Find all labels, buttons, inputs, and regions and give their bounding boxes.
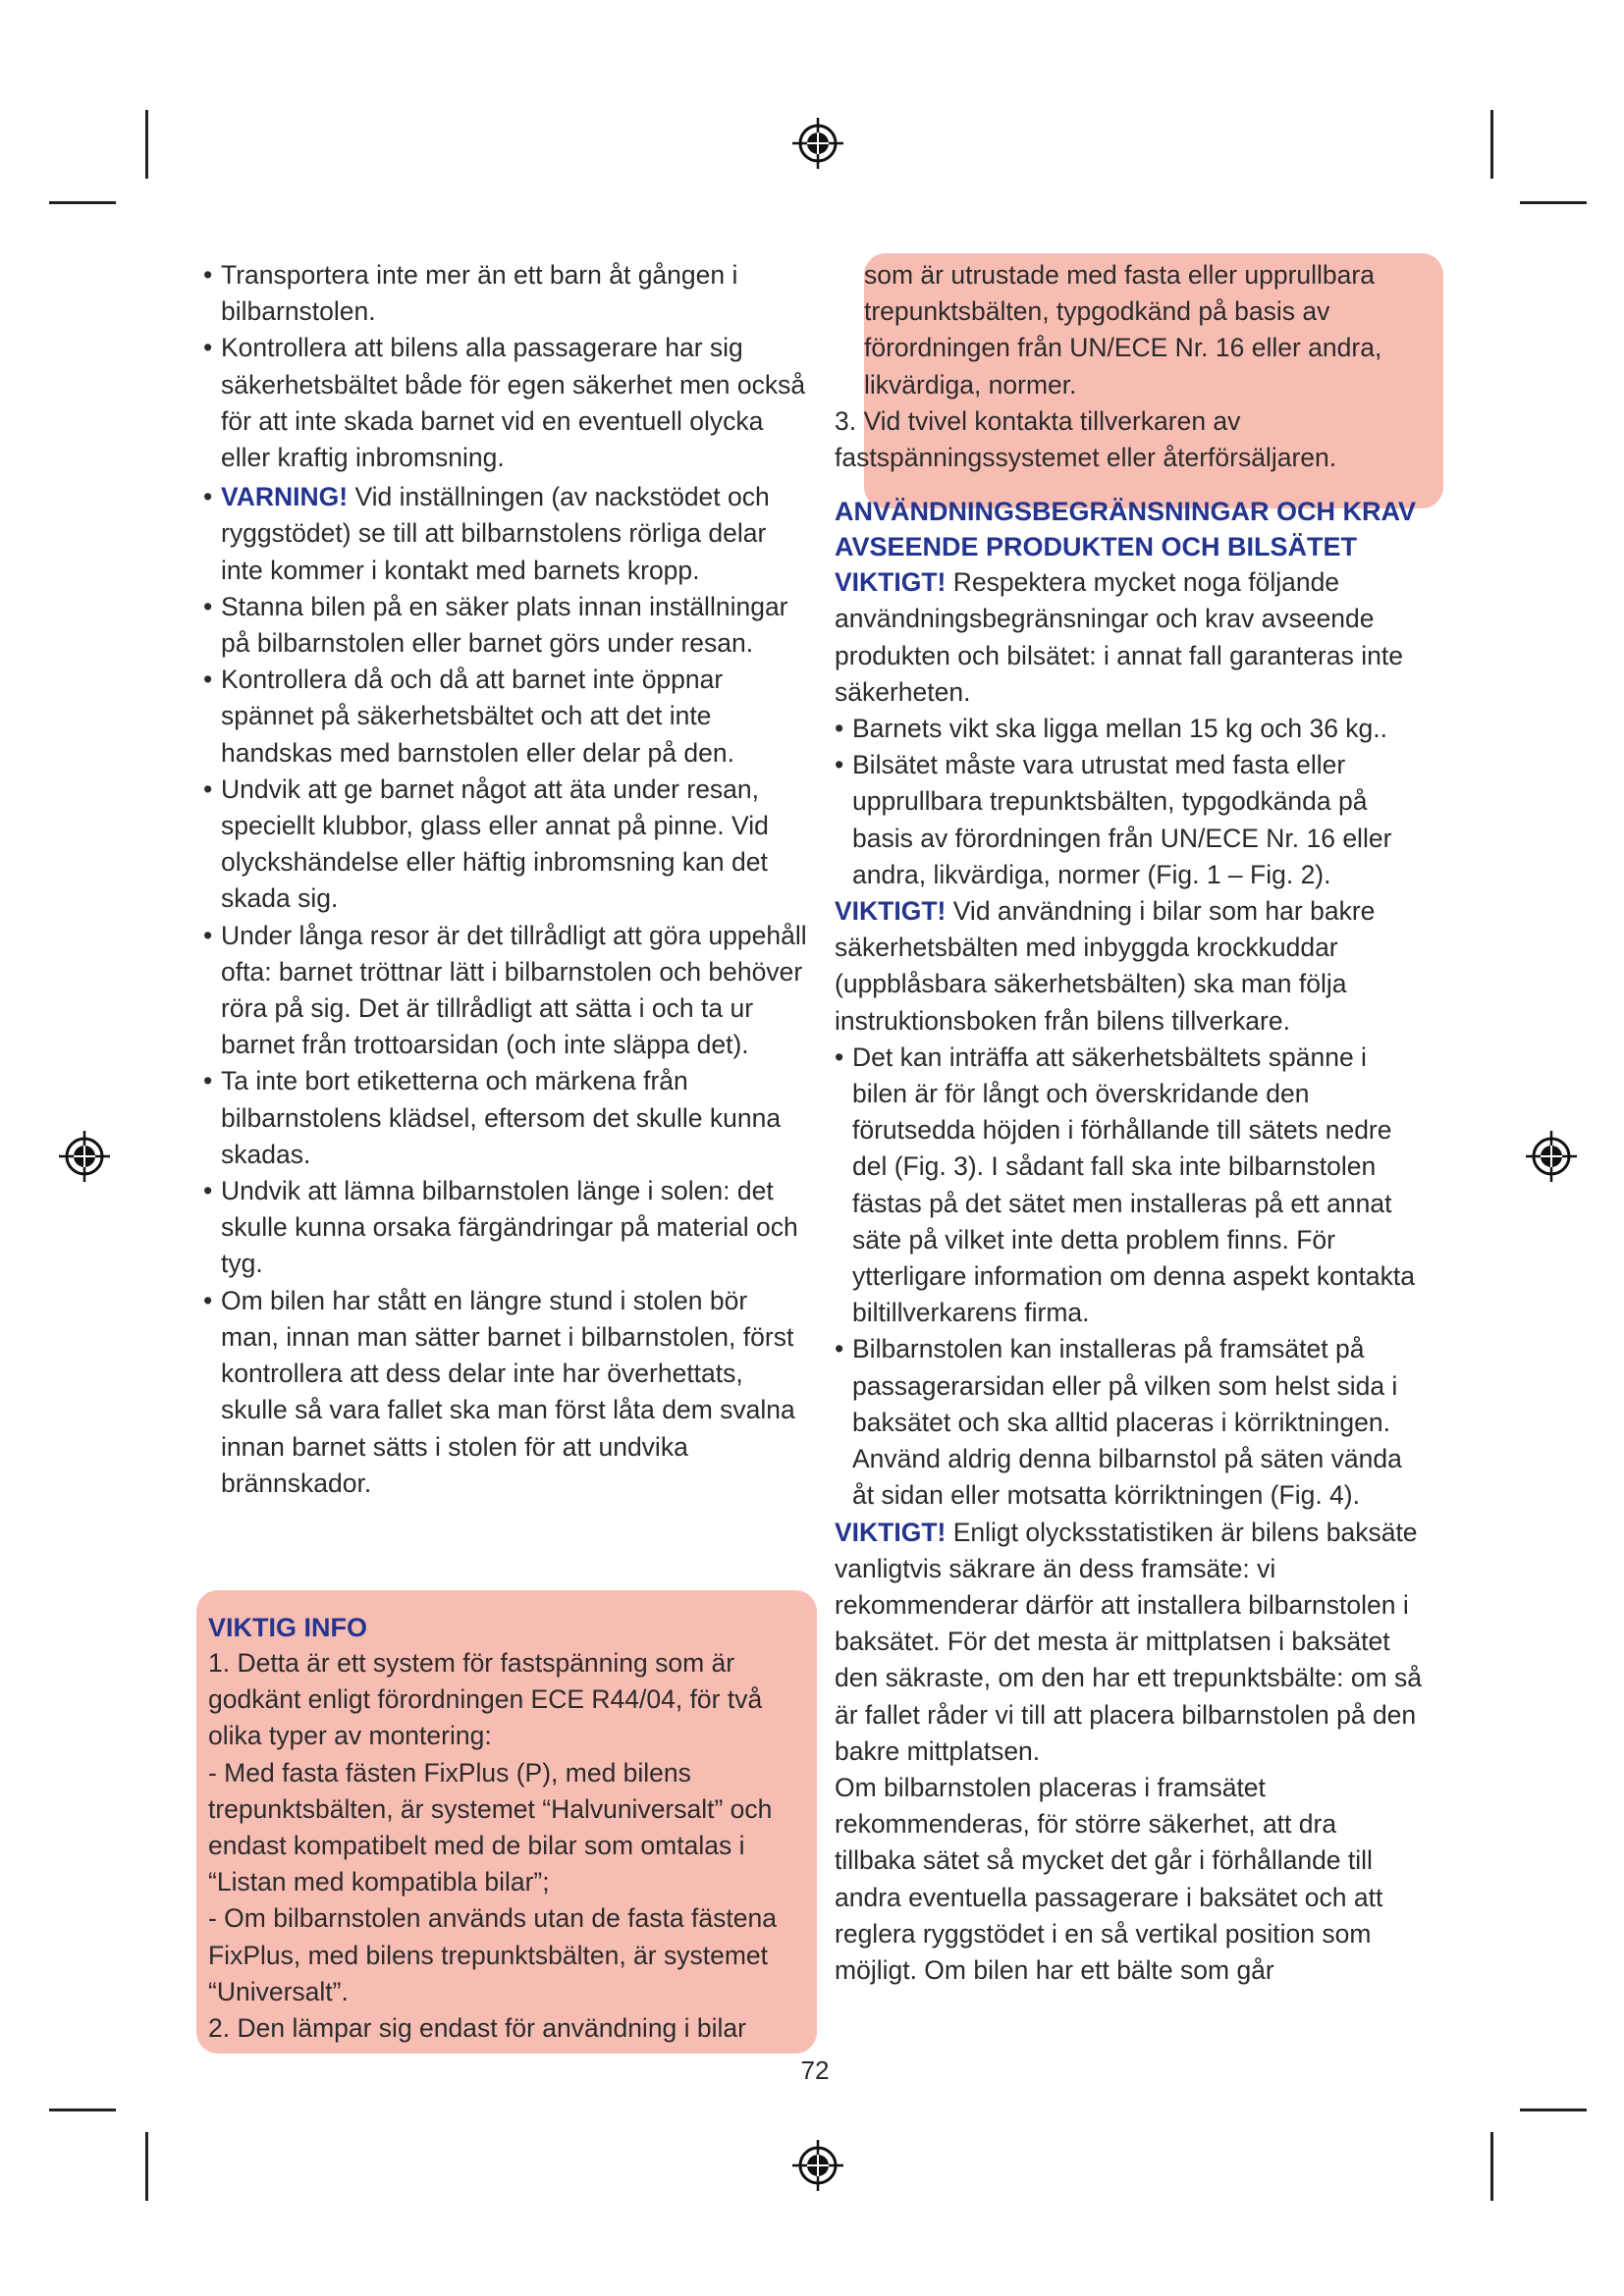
crop-mark (1490, 2132, 1493, 2201)
left-column (203, 257, 812, 1502)
registration-mark-icon (1524, 1129, 1579, 1184)
list-item: • Stanna bilen på en säker plats innan inställningar på bilbarnstolen eller barnet görs under resan. (203, 589, 812, 662)
crop-mark (145, 110, 148, 179)
crop-mark (1520, 201, 1587, 204)
list-item: • Kontrollera då och då att barnet inte öppnar spännet på säkerhetsbältet och att det inte handskas med barnstolen eller delar på den. (203, 662, 812, 772)
crop-mark (145, 2132, 148, 2201)
registration-mark-icon (57, 1129, 112, 1184)
item-3: 3. Vid tvivel kontakta tillverkaren av fastspänningssystemet eller återförsäljaren. (835, 405, 1337, 473)
info-item-2: 2. Den lämpar sig endast för användning i bilar (208, 2013, 746, 2044)
front-seat-paragraph: Om bilbarnstolen placeras i framsätet rekommenderas, för större säkerhet, att dra tillbaka sätet så mycket det går i förhållande till andra eventuella passagerare i baksätet och att reglera ryggstödet i en så vertikal position som möjligt. Om bilen har ett bälte som går (835, 1772, 1383, 1985)
crop-mark (1490, 110, 1493, 179)
registration-mark-icon (790, 2138, 845, 2193)
important-label: VIKTIGT! (835, 1517, 947, 1547)
important-label: VIKTIGT! (835, 896, 947, 927)
list-item: • Undvik att ge barnet något att äta under resan, speciellt klubbor, glass eller annat på pinne. Vid olyckshändelse eller häftig inbromsning kan det skada sig. (203, 772, 812, 918)
list-item: • Transportera inte mer än ett barn åt gången i bilbarnstolen. (203, 257, 812, 330)
list-item-continuation: Använd aldrig denna bilbarnstol på säten vända åt sidan eller motsatta körriktningen (Fig. 4). (852, 1444, 1402, 1511)
info-dash-2: - Om bilbarnstolen används utan de fasta fästena FixPlus, med bilens trepunktsbälten, är systemet “Universalt”. (208, 1903, 777, 2006)
list-item: • Under långa resor är det tillrådligt att göra uppehåll ofta: barnet tröttnar lätt i bilbarnstolen och behöver röra på sig. Det är tillrådligt att sätta i och ta ur barnet från trottoarsidan (och inte släppa det). (203, 918, 812, 1064)
list-item: • Om bilen har stått en längre stund i stolen bör man, innan man sätter barnet i bilbarnstolen, först kontrollera att dess delar inte har överhettats, skulle så vara fallet ska man först låta dem svalna innan barnet sätts i stolen för att undvika brännskador. (203, 1283, 812, 1502)
crop-mark (1520, 2109, 1587, 2111)
important-3: VIKTIGT! Enligt olycksstatistiken är bilens baksäte vanligtvis säkrare än dess framsäte: vi rekommenderar därför att installera bilbarnstolen i baksätet. För det mesta är mittplatsen i baksätet den säkraste, om den har ett trepunktsbälte: om så är fallet råder vi till att placera bilbarnstolen på den bakre mittplatsen. (835, 1517, 1423, 1766)
list-item: • Barnets vikt ska ligga mellan 15 kg och 36 kg.. (835, 711, 1424, 747)
important-label: VIKTIGT! (835, 567, 947, 598)
important-2: VIKTIGT! Vid användning i bilar som har bakre säkerhetsbälten med inbyggda krockkuddar (uppblåsbara säkerhetsbälten) ska man följa instruktionsboken från bilens tillverkare. (835, 896, 1376, 1036)
list-item: • Kontrollera att bilens alla passagerare har sig säkerhetsbältet både för egen säkerhet men också för att inte skada barnet vid en eventuell olycka eller kraftig inbromsning. (203, 330, 812, 476)
warning-item: • VARNING! Vid inställningen (av nackstödet och ryggstödet) se till att bilbarnstolens rörliga delar inte kommer i kontakt med barnets kropp. (203, 479, 812, 589)
list-item: • Det kan inträffa att säkerhetsbältets spänne i bilen är för långt och överskridande den förutsedda höjden i förhållande till sätets nedre del (Fig. 3). I sådant fall ska inte bilbarnstolen fästas på det sätet men installeras på ett annat säte på vilket inte detta problem finns. För ytterligare information om denna aspekt kontakta biltillverkarens firma. (835, 1040, 1424, 1332)
crop-mark (49, 201, 116, 204)
list-item: • Ta inte bort etiketterna och märkena från bilbarnstolens klädsel, eftersom det skulle kunna skadas. (203, 1063, 812, 1173)
warning-label: VARNING! (221, 482, 349, 512)
section-heading: ANVÄNDNINGSBEGRÄNSNINGAR OCH KRAV AVSEENDE PRODUKTEN OCH BILSÄTET (835, 497, 1417, 562)
important-1: VIKTIGT! Respektera mycket noga följande användningsbegränsningar och krav avseende produkten och bilsätet: i annat fall garanteras inte säkerheten. (835, 567, 1403, 707)
info-box (208, 1610, 807, 2047)
registration-mark-icon (790, 116, 845, 171)
list-item: • Undvik att lämna bilbarnstolen länge i solen: det skulle kunna orsaka färgändringar på material och tyg. (203, 1173, 812, 1283)
list-item: • Bilbarnstolen kan installeras på framsätet på passagerarsidan eller på vilken som helst sida i baksätet och ska alltid placeras i körriktningen. (835, 1331, 1424, 1441)
right-column (835, 257, 1424, 1989)
continued-text: som är utrustade med fasta eller upprullbara trepunktsbälten, typgodkänd på basis av förordningen från UN/ECE Nr. 16 eller andra, likvärdiga, normer. (864, 260, 1382, 400)
page-number: 72 (800, 2056, 830, 2085)
crop-mark (49, 2109, 116, 2111)
info-dash-1: - Med fasta fästen FixPlus (P), med bilens trepunktsbälten, är systemet “Halvuniversalt” och endast kompatibelt med de bilar som omtalas i “Listan med kompatibla bilar”; (208, 1757, 773, 1897)
list-item: • Bilsätet måste vara utrustat med fasta eller upprullbara trepunktsbälten, typgodkända på basis av förordningen från UN/ECE Nr. 16 eller andra, likvärdiga, normer (Fig. 1 – Fig. 2). (835, 747, 1424, 893)
info-heading: VIKTIG INFO (208, 1613, 367, 1642)
info-item-1: 1. Detta är ett system för fastspänning som är godkänt enligt förordningen ECE R44/04, för två olika typer av montering: (208, 1648, 763, 1751)
